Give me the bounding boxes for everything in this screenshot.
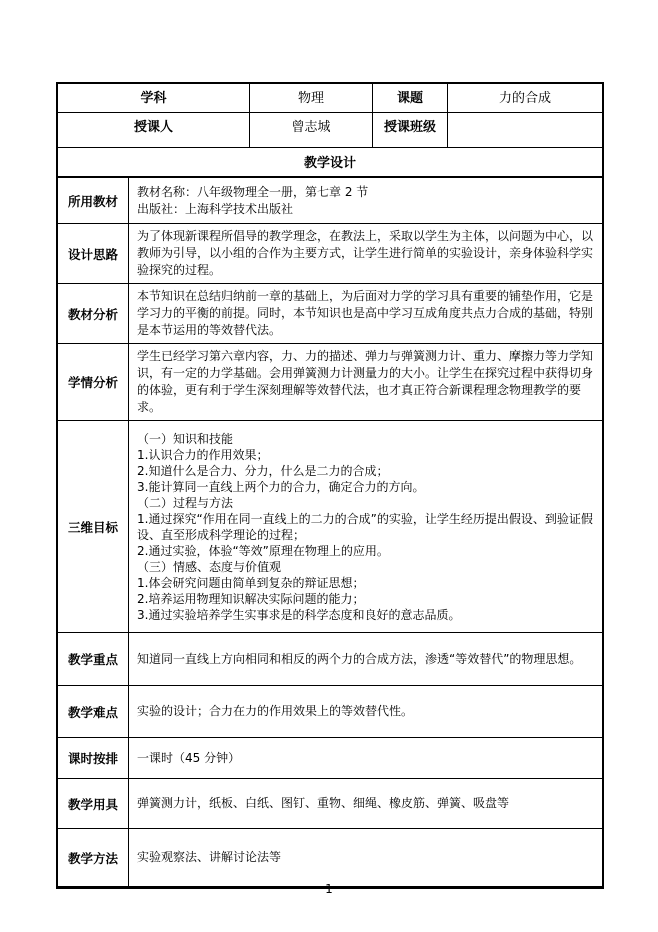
row-teaching-methods-label: 教学方法 [58,829,129,886]
row-teaching-tools-text: 弹簧测力计，纸板、白纸、图钉、重物、细绳、橡皮筋、弹簧、吸盘等 [137,796,510,810]
header-row-subject [58,84,602,113]
topic-label: 课题 [373,84,448,113]
row-material-analysis-text: 本节知识在总结归纳前一章的基础上，为后面对力学的学习具有重要的铺垫作用，它是学习力的平衡的前提。同时，本节知识也是高中学习互成角度共点力合成的基础，特别是本节运用的等效替代法。 [137,289,594,337]
row-textbook-label: 所用教材 [58,178,129,223]
row-class-schedule-text: 一课时（45 分钟） [137,750,241,765]
row-three-dimensional-goals-text: （一）知识和技能 1.认识合力的作用效果； 2.知道什么是合力、分力，什么是二力的合成； 3.能计算同一直线上两个力的合力，确定合力的方向。 （二）过程与方法 1.通过探究“作用在同一直线上的二力的合成”的实验，让学生经历提出假设、到验证假设、直至形成科学理论的过程； 2.通过实验，体验“等效”原理在物理上的应用。 （三）情感、态度与价值观 1.体会研究问题由简单到复杂的辩证思想； 2.培养运用物理知识解决实际问题的能力； 3.通过实验培养学生实事求是的科学态度和良好的意志品质。 [137,431,593,622]
teacher-value: 曾志城 [250,113,373,148]
row-teaching-focus [58,633,602,686]
row-teaching-focus-label: 教学重点 [58,633,129,685]
row-teaching-difficulty [58,686,602,738]
row-design-idea-label: 设计思路 [58,224,129,283]
row-teaching-difficulty-label: 教学难点 [58,686,129,737]
subject-label: 学科 [58,84,250,113]
row-three-dimensional-goals-label: 三维目标 [58,421,129,632]
row-design-idea-text: 为了体现新课程所倡导的教学理念，在教法上，采取以学生为主体，以问题为中心，以教师为引导，以小组的合作为主要方式，让学生进行简单的实验设计，亲身体验科学实验探究的过程。 [137,229,594,277]
row-learner-analysis-label: 学情分析 [58,344,129,420]
row-class-schedule-label: 课时按排 [58,738,129,778]
topic-value: 力的合成 [448,84,602,113]
row-learner-analysis-text: 学生已经学习第六章内容，力、力的描述、弹力与弹簧测力计、重力、摩擦力等力学知识，有一定的力学基础。会用弹簧测力计测量力的大小。让学生在探究过程中获得切身的体验，更有利于学生深刻理解等效替代法，也才真正符合新课程理念物理教学的要求。 [137,349,594,414]
row-textbook-text: 教材名称：八年级物理全一册，第七章 2 节 出版社：上海科学技术出版社 [137,184,369,216]
row-teaching-focus-text: 知道同一直线上方向相同和相反的两个力的合成方法，渗透“等效替代”的物理思想。 [137,651,582,666]
header-row-teacher [58,113,602,148]
row-three-dimensional-goals [58,421,602,633]
row-teaching-methods-text: 实验观察法、讲解讨论法等 [137,850,282,864]
row-learner-analysis [58,344,602,421]
row-teaching-difficulty-text: 实验的设计；合力在力的作用效果上的等效替代性。 [137,704,414,718]
row-design-idea [58,224,602,284]
class-label: 授课班级 [373,113,448,148]
subject-value: 物理 [250,84,373,113]
teacher-label: 授课人 [58,113,250,148]
lesson-plan-table [56,82,604,889]
row-teaching-methods [58,829,602,886]
section-title: 教学设计 [58,148,602,178]
row-material-analysis-label: 教材分析 [58,284,129,343]
row-textbook [58,178,602,224]
row-teaching-tools [58,779,602,829]
row-teaching-tools-label: 教学用具 [58,779,129,828]
page-number: 1 [325,882,333,896]
row-material-analysis [58,284,602,344]
class-value [448,113,602,148]
row-class-schedule [58,738,602,779]
